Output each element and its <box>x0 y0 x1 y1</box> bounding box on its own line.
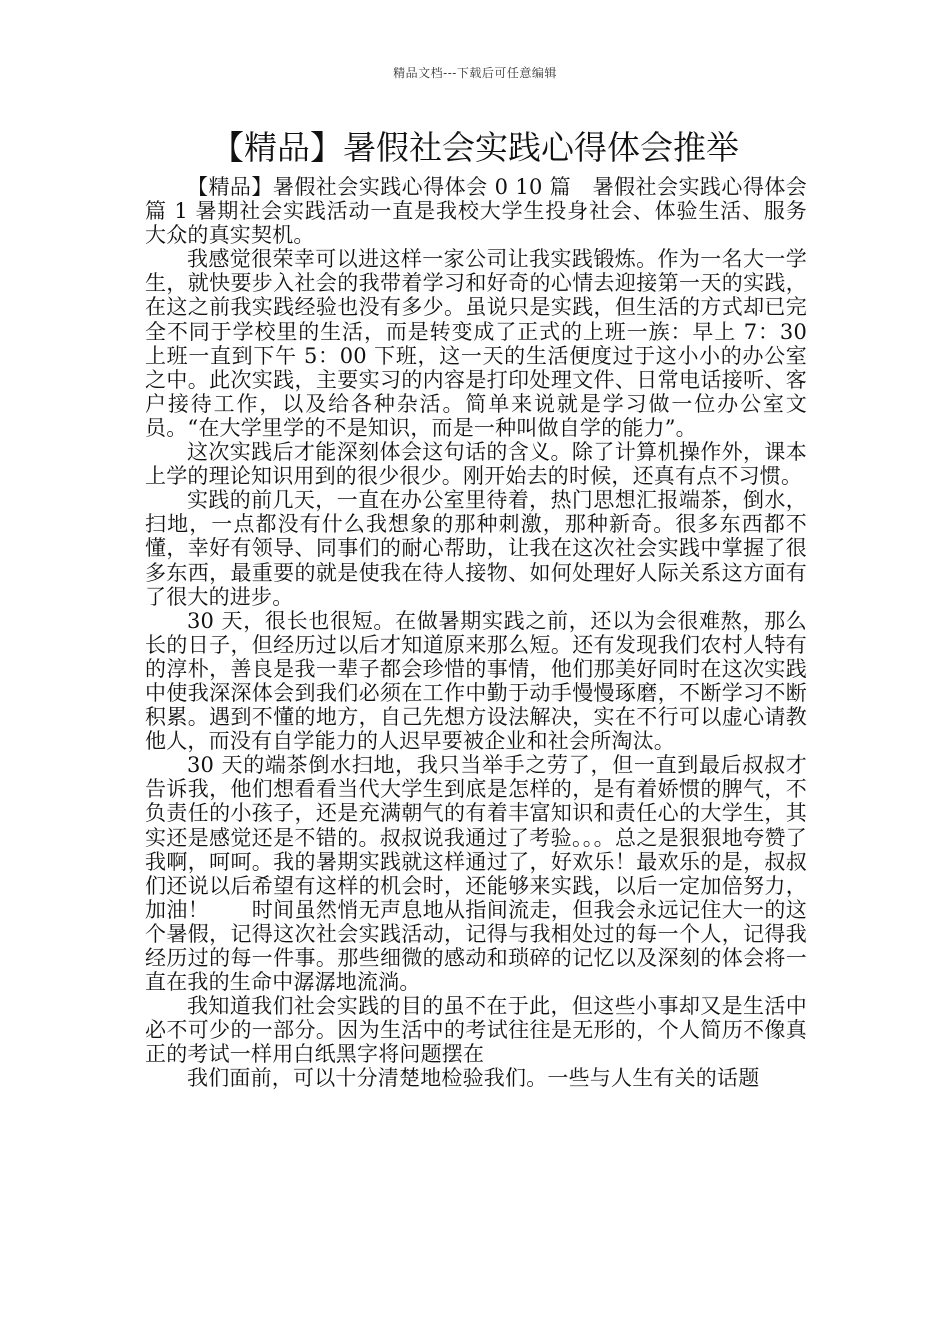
paragraph-continued: 我们面前，可以十分清楚地检验我们。一些与人生有关的话题 <box>187 1066 760 1091</box>
paragraph-reflection: 这次实践后才能深刻体会这句话的含义。除了计算机操作外，课本上学的理论知识用到的很少很少。刚开始去的时候，还真有点不习惯。 <box>145 440 807 489</box>
article-body <box>145 175 807 1091</box>
page-title: 【精品】暑假社会实践心得体会推举 <box>211 128 739 167</box>
paragraph-purpose: 我知道我们社会实践的目的虽不在于此，但这些小事却又是生活中必不可少的一部分。因为生活中的考试往往是无形的，个人简历不像真正的考试一样用白纸黑字将问题摆在 <box>145 994 807 1067</box>
paragraph-intro: 【精品】暑假社会实践心得体会 0 10 篇 暑假社会实践心得体会 篇 1 暑期社会实践活动一直是我校大学生投身社会、体验生活、服务大众的真实契机。 <box>145 175 807 248</box>
paragraph-first-days: 实践的前几天，一直在办公室里待着，热门思想汇报端茶，倒水，扫地，一点都没有什么我想象的那种刺激，那种新奇。很多东西都不懂，幸好有领导、同事们的耐心帮助，让我在这次社会实践中掌握了很多东西，最重要的就是使我在待人接物、如何处理好人际关系这方面有了很大的进步。 <box>145 488 807 609</box>
paragraph-company: 我感觉很荣幸可以进这样一家公司让我实践锻炼。作为一名大一学生，就快要步入社会的我带着学习和好奇的心情去迎接第一天的实践，在这之前我实践经验也没有多少。虽说只是实践，但生活的方式却已完全不同于学校里的生活，而是转变成了正式的上班一族：早上 7：30 上班一直到下午 5：00 下班，这一天的生活便度过于这小小的办公室之中。此次实践，主要实习的内容是打印处理文件、日常电话接听、客户接待工作，以及给各种杂活。简单来说就是学习做一位办公室文员。“在大学里学的不是知识，而是一种叫做自学的能力”。 <box>145 247 807 440</box>
paragraph-tea-serving: 30 天的端茶倒水扫地，我只当举手之劳了，但一直到最后叔叔才告诉我，他们想看看当代大学生到底是怎样的，是有着娇惯的脾气，不负责任的小孩子，还是充满朝气的有着丰富知识和责任心的大学生，其实还是感觉还是不错的。叔叔说我通过了考验。。。总之是狠狠地夸赞了我啊，呵呵。我的暑期实践就这样通过了，好欢乐！最欢乐的是，叔叔们还说以后希望有这样的机会时，还能够来实践，以后一定加倍努力，加油！ 时间虽然悄无声息地从指间流走，但我会永远记住大一的这个暑假，记得这次社会实践活动，记得与我相处过的每一个人，记得我经历过的每一件事。那些细微的感动和琐碎的记忆以及深刻的体会将一直在我的生命中潺潺地流淌。 <box>145 753 807 995</box>
header-note: 精品文档---下载后可任意编辑 <box>393 66 557 80</box>
paragraph-thirty-days: 30 天，很长也很短。在做暑期实践之前，还以为会很难熬，那么长的日子，但经历过以后才知道原来那么短。还有发现我们农村人特有的淳朴，善良是我一辈子都会珍惜的事情，他们那美好同时在这次实践中使我深深体会到我们必须在工作中勤于动手慢慢琢磨，不断学习不断积累。遇到不懂的地方，自己先想方设法解决，实在不行可以虚心请教他人，而没有自学能力的人迟早要被企业和社会所淘汰。 <box>145 608 807 754</box>
